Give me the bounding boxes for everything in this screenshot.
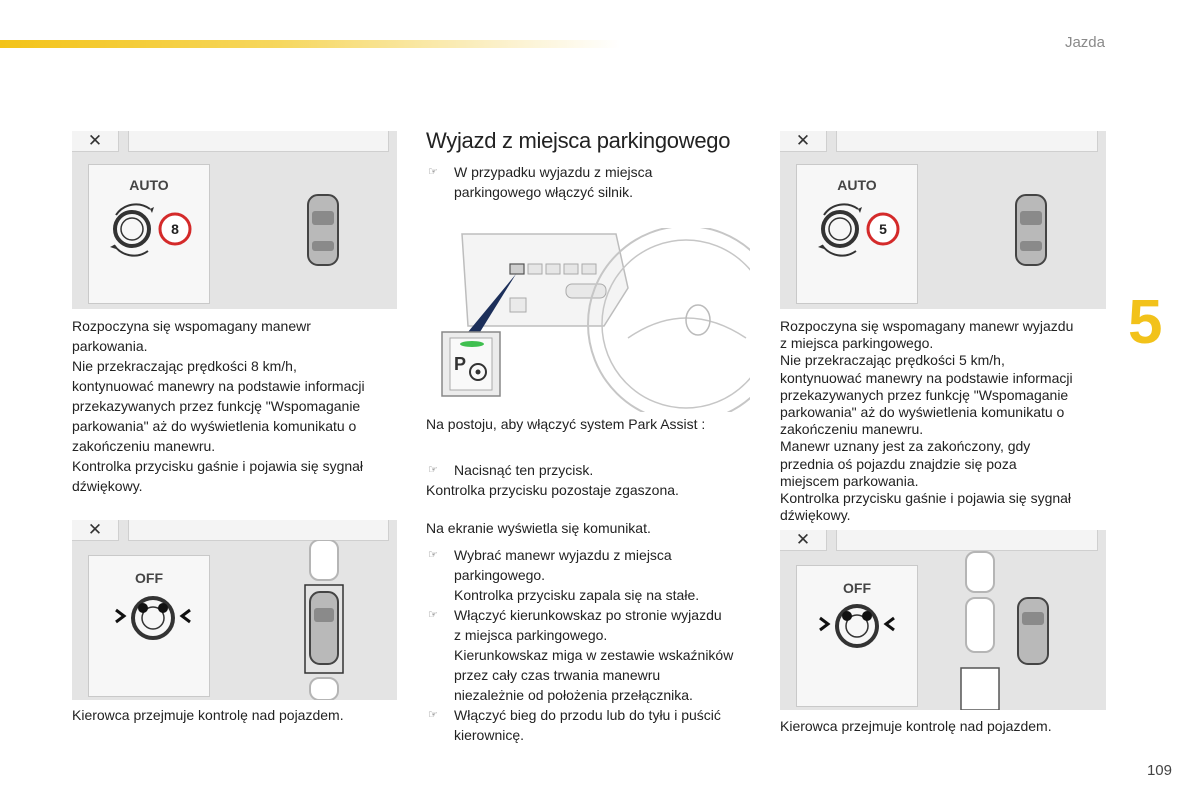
parking-scene-icon xyxy=(300,540,350,700)
park-button-letter: P xyxy=(454,354,467,374)
chapter-number: 5 xyxy=(1128,288,1163,357)
mode-label: OFF xyxy=(135,570,163,586)
screen-panel-off-right xyxy=(780,530,1106,710)
steering-off-icon xyxy=(114,592,192,644)
mode-label: AUTO xyxy=(129,177,169,193)
section-heading: Wyjazd z miejsca parkingowego xyxy=(426,128,731,153)
screen-panel-off-left xyxy=(72,520,397,700)
panel-tab-bar xyxy=(128,520,389,541)
panel-tab-bar xyxy=(836,530,1098,551)
pointer-icon: ☞ xyxy=(428,609,438,621)
speed-value: 8 xyxy=(171,221,179,237)
screen-panel-auto-8 xyxy=(72,131,397,309)
section-title: Jazda xyxy=(1064,34,1105,51)
exit-scene-icon xyxy=(956,550,1066,710)
screen-panel-auto-5 xyxy=(780,131,1106,309)
left-result: Kierowca przejmuje kontrolę nad pojazdem. xyxy=(72,707,344,723)
header-accent-bar xyxy=(0,40,620,48)
pointer-icon: ☞ xyxy=(428,709,438,721)
mode-label: OFF xyxy=(843,580,871,596)
left-description: Rozpoczyna się wspomagany manewr parkowania. Nie przekraczając prędkości 8 km/h, kontynuować manewry na podstawie informacji przekazywanych przez funkcję "Wspomaganie parkowania" aż do wyświetlenia komunikatu o zakończeniu manewru. Kontrolka przycisku gaśnie i pojawia się sygnał dźwiękowy. xyxy=(72,318,365,494)
car-top-view-icon xyxy=(1012,193,1050,267)
close-icon: ✕ xyxy=(780,530,827,551)
speed-limit-icon xyxy=(866,212,900,246)
steering-off-icon xyxy=(818,600,896,652)
right-result: Kierowca przejmuje kontrolę nad pojazdem. xyxy=(780,718,1052,734)
speed-value: 5 xyxy=(879,221,887,237)
speed-limit-icon xyxy=(158,212,192,246)
mode-label: AUTO xyxy=(837,177,877,193)
pointer-icon: ☞ xyxy=(428,464,438,476)
middle-screen-note: Na ekranie wyświetla się komunikat. xyxy=(426,520,651,536)
panel-tab-bar xyxy=(836,131,1098,152)
middle-parked-note: Na postoju, aby włączyć system Park Assist : xyxy=(426,416,706,432)
middle-step-1: ☞ W przypadku wyjazdu z miejsca parkingowego włączyć silnik. xyxy=(428,164,653,200)
pointer-icon: ☞ xyxy=(428,549,438,561)
right-description: Rozpoczyna się wspomagany manewr wyjazdu z miejsca parkingowego. Nie przekraczając prędkości 5 km/h, kontynuować manewry na podstawie informacji przekazywanych przez funkcję "Wspomaganie parkowania" aż do wyświetlenia komunikatu o zakończeniu manewru. Manewr uznany jest za zakończony, gdy przednia oś pojazdu znajdzie się poza miejscem parkowania. Kontrolka przycisku gaśnie i pojawia się sygnał dźwiękowy. xyxy=(780,318,1074,524)
dashboard-illustration xyxy=(428,228,750,412)
car-top-view-icon xyxy=(304,193,342,267)
middle-step-2: ☞ Nacisnąć ten przycisk. Kontrolka przycisku pozostaje zgaszona. xyxy=(426,462,679,498)
close-icon: ✕ xyxy=(72,131,119,152)
middle-steps-3-5: ☞ Wybrać manewr wyjazdu z miejsca parkingowego. Kontrolka przycisku zapala się na stałe. ☞ Włączyć kierunkowskaz po stronie wyjazdu z miejsca parkingowego. Kierunkowskaz miga w zestawie wskaźników przez cały czas trwania manewru niezależnie od położenia przełącznika. ☞ Włączyć bieg do przodu lub do tyłu i puścić kierownicę. xyxy=(428,547,734,743)
page-number: 109 xyxy=(1146,762,1172,779)
steering-rotation-icon xyxy=(106,199,162,259)
close-icon: ✕ xyxy=(780,131,827,152)
panel-tab-bar xyxy=(128,131,389,152)
steering-rotation-icon xyxy=(814,199,870,259)
close-icon: ✕ xyxy=(72,520,119,541)
pointer-icon: ☞ xyxy=(428,166,438,178)
